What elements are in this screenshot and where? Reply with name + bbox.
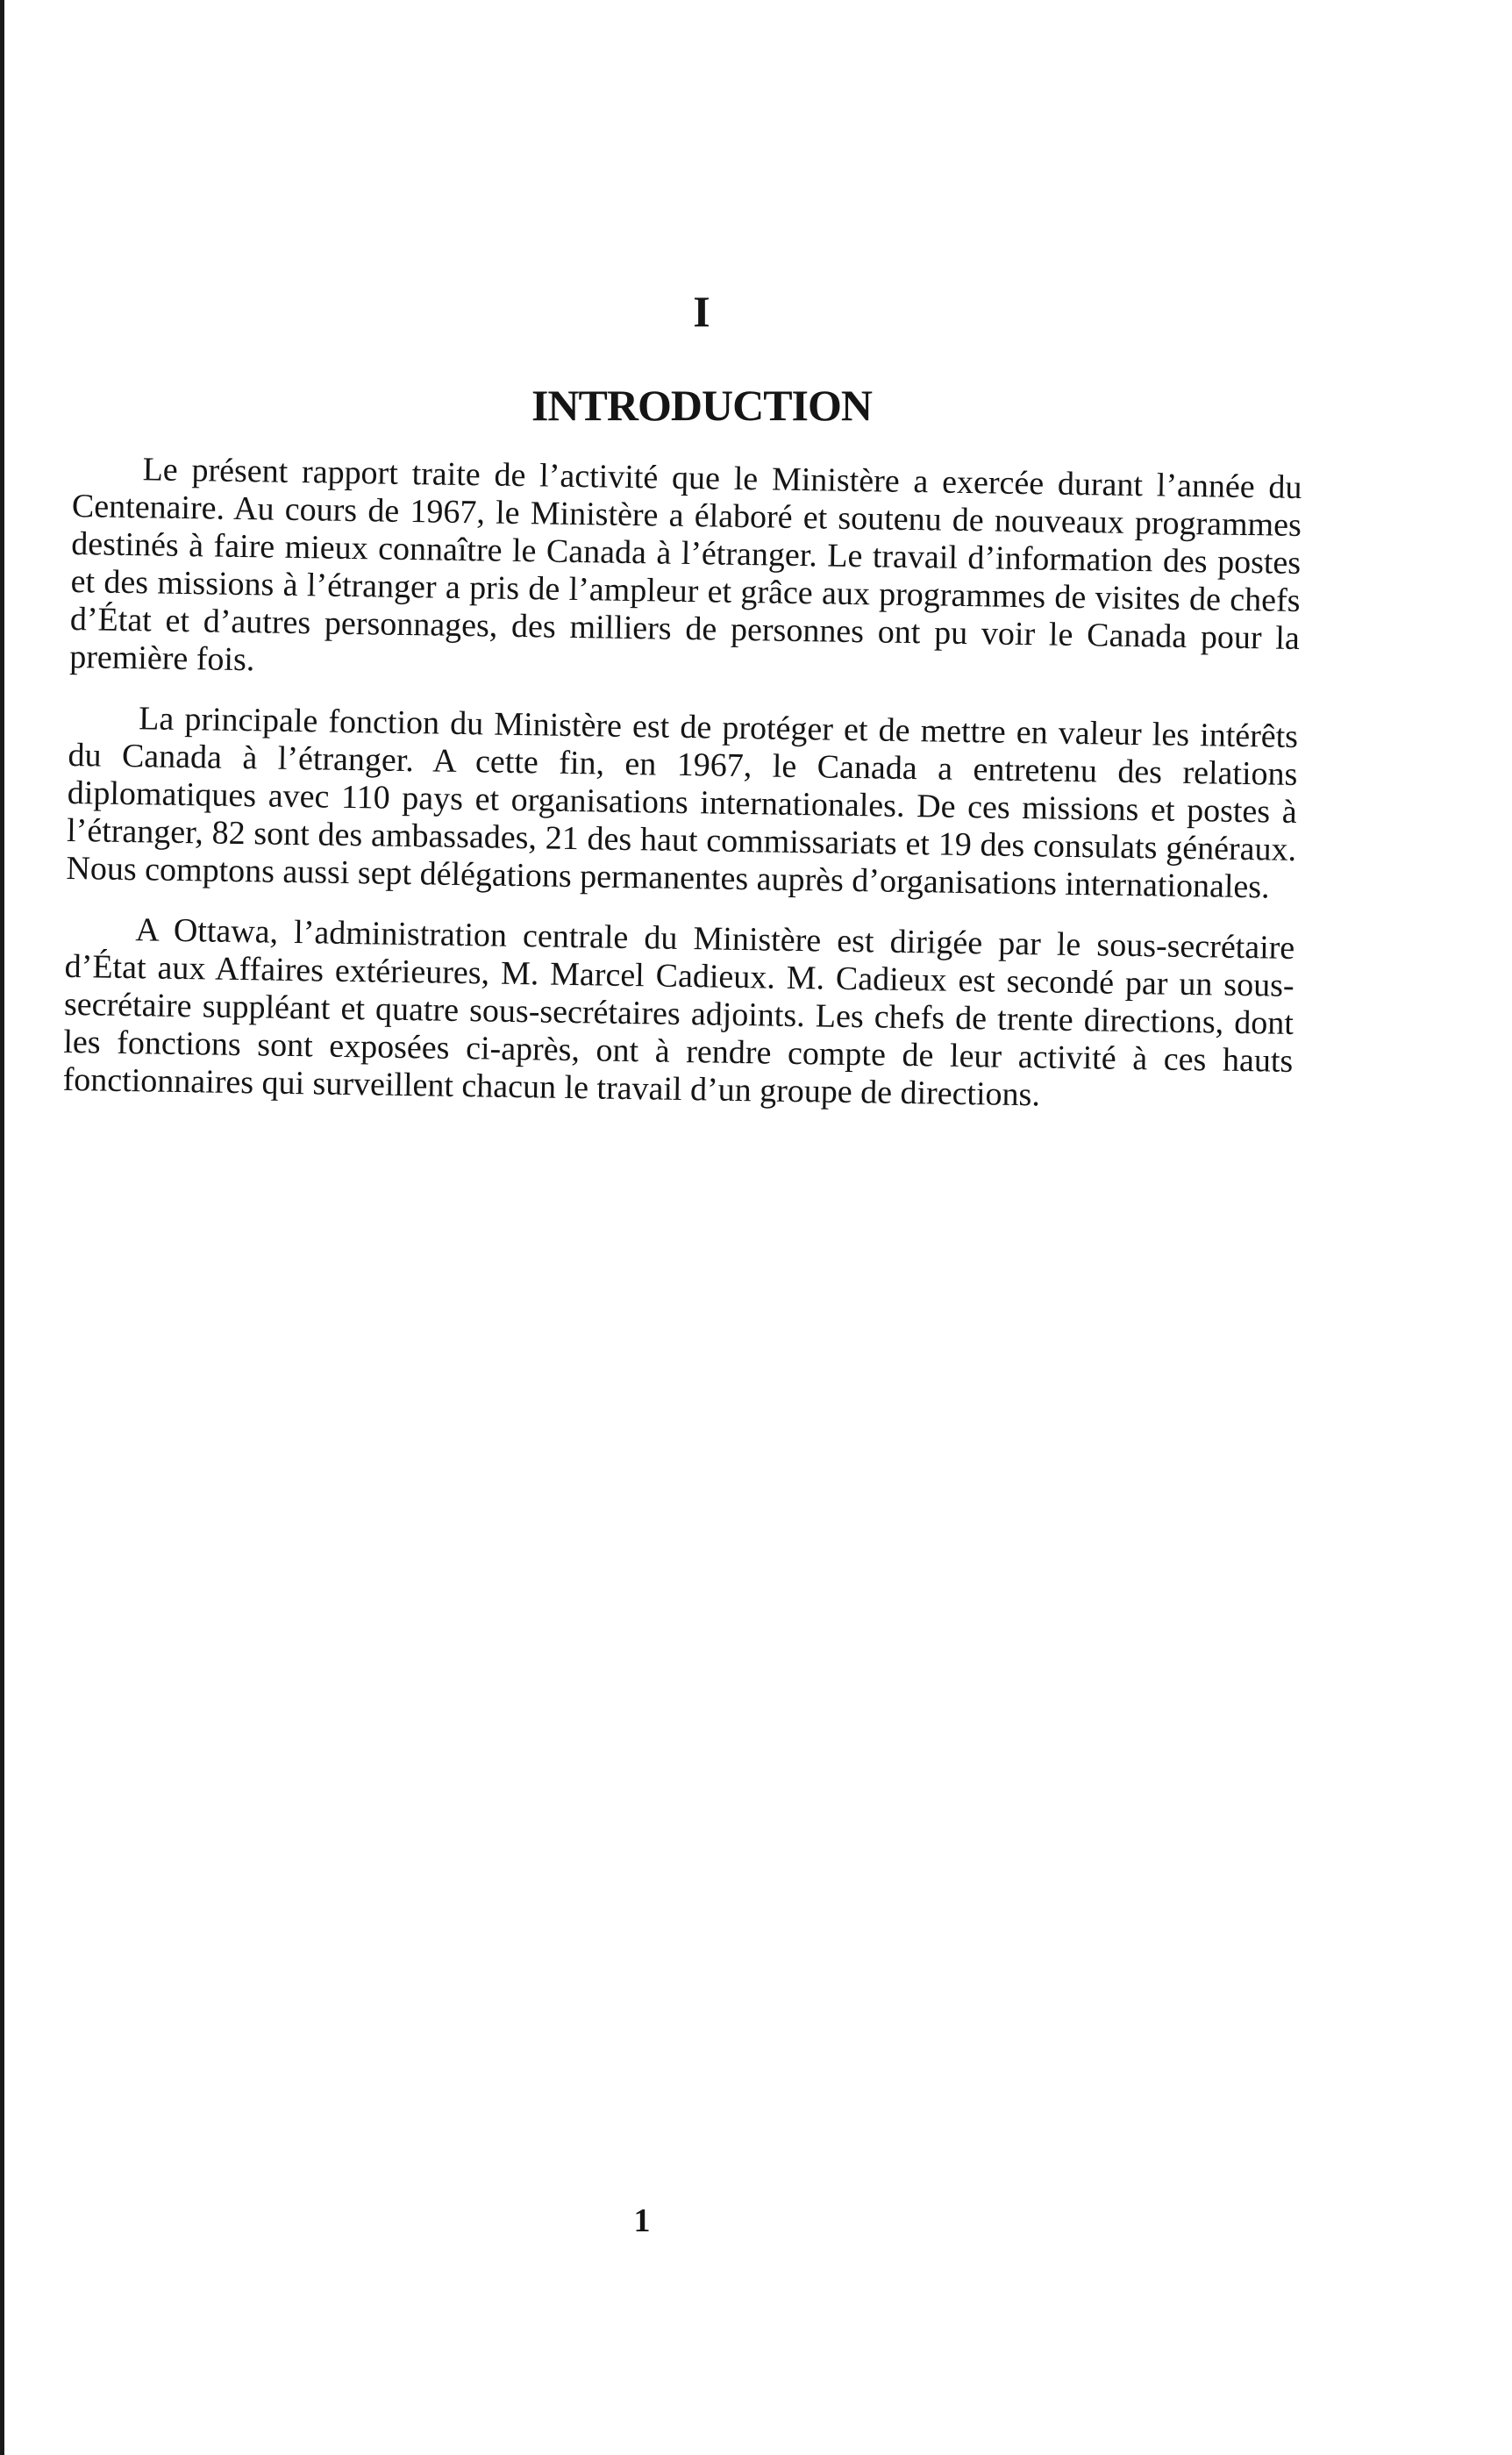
- chapter-number: I: [693, 287, 710, 336]
- page-number: 1: [633, 2202, 651, 2239]
- body-text: [62, 450, 1302, 1141]
- paragraph-2: La principale fonction du Ministère est de protéger et de mettre en valeur les intérêts du Canada à l’étranger. A cette fin, en 1967, le Canada a entretenu des relations diplomatiques avec 110 pays et organisations internationales. De ces missions et postes à l’étranger, 82 sont des ambassades, 21 des haut commissariats et 19 des consulats généraux. Nous comptons aussi sept délégations permanentes auprès d’organisations internationales.: [66, 700, 1299, 906]
- paragraph-1: Le présent rapport traite de l’activité que le Ministère a exercée durant l’année du Centenaire. Au cours de 1967, le Ministère a élaboré et soutenu de nouveaux programmes destinés à faire mieux connaître le Canada à l’étranger. Le travail d’information des postes et des missions à l’étranger a pris de l’ampleur et grâce aux programmes de visites de chefs d’État et d’autres personnages, des milliers de personnes ont pu voir le Canada pour la première fois.: [68, 451, 1302, 679]
- scan-left-edge: [0, 0, 4, 2455]
- chapter-title: INTRODUCTION: [531, 381, 873, 430]
- paragraph-3: A Ottawa, l’administration centrale du Ministère est dirigée par le sous-secrétaire d’État aux Affaires extérieures, M. Marcel Cadieux. M. Cadieux est secondé par un sous-secrétaire suppléant et quatre sous-secrétaires adjoints. Les chefs de trente directions, dont les fonctions sont exposées ci-après, ont à rendre compte de leur activité à ces hauts fonctionnaires qui surveillent chacun le travail d’un groupe de directions.: [62, 911, 1295, 1114]
